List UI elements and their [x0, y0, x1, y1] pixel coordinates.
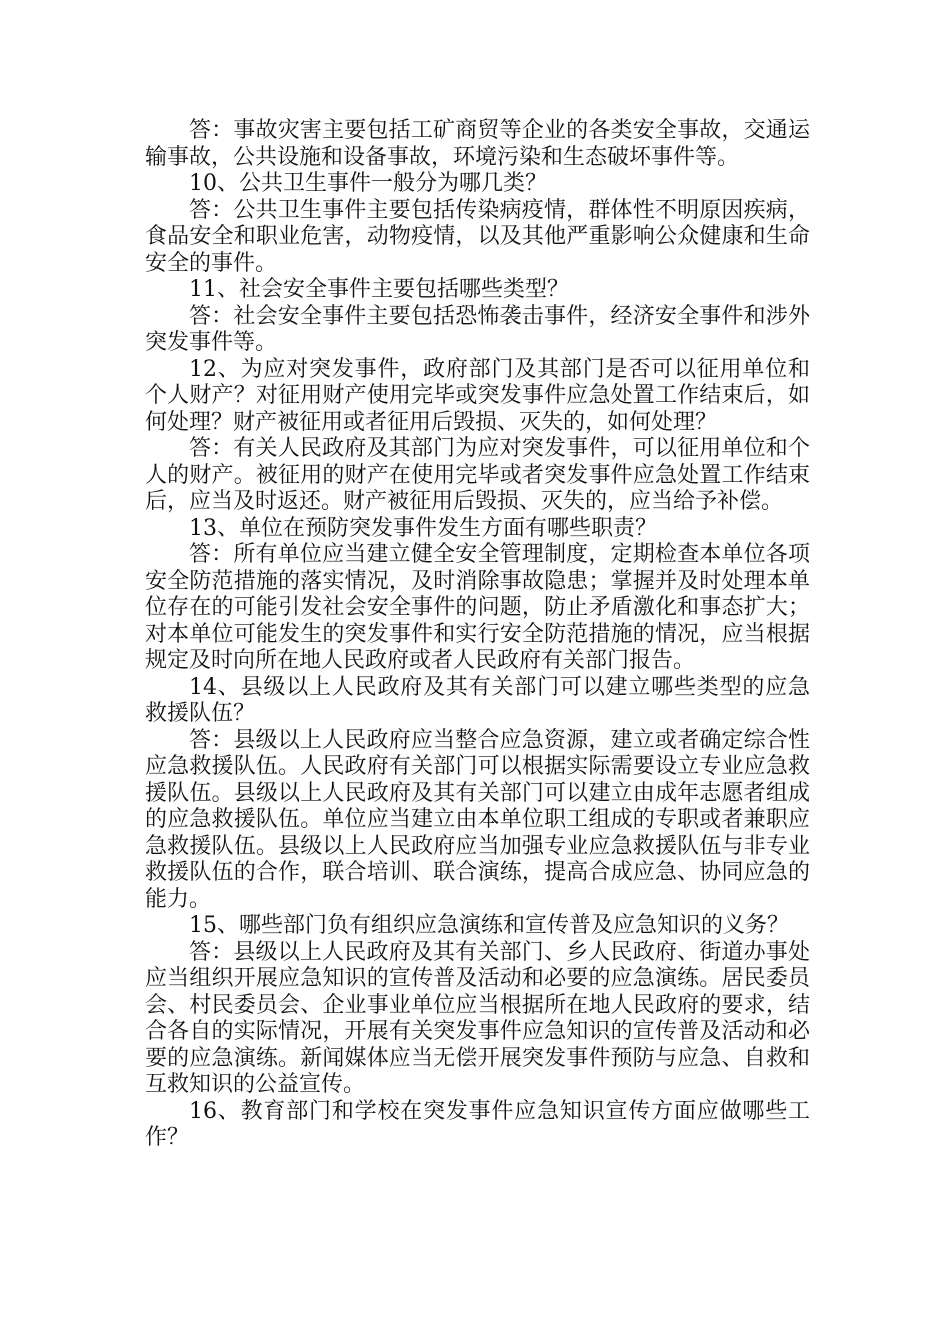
answer-paragraph-12: 答：有关人民政府及其部门为应对突发事件，可以征用单位和个人的财产。被征用的财产在使用完毕或者突发事件应急处置工作结束后，应当及时返还。财产被征用后毁损、灭失的，应当给予补偿。 [145, 436, 810, 514]
question-15: 15、哪些部门负有组织应急演练和宣传普及应急知识的义务？ [189, 913, 789, 938]
question-14: 14、县级以上人民政府及其有关部门可以建立哪些类型的应急救援队伍？ [145, 674, 810, 726]
answer-paragraph-11: 答：社会安全事件主要包括恐怖袭击事件，经济安全事件和涉外突发事件等。 [145, 303, 810, 355]
question-12: 12、为应对突发事件，政府部门及其部门是否可以征用单位和个人财产？对征用财产使用完毕或突发事件应急处置工作结束后，如何处理？财产被征用或者征用后毁损、灭失的，如何处理？ [145, 356, 810, 435]
question-10: 10、公共卫生事件一般分为哪几类？ [189, 171, 547, 196]
answer-paragraph-13: 答：所有单位应当建立健全安全管理制度，定期检查本单位各项安全防范措施的落实情况，及时消除事故隐患；掌握并及时处理本单位存在的可能引发社会安全事件的问题，防止矛盾激化和事态扩大；对本单位可能发生的突发事件和实行安全防范措施的情况，应当根据规定及时向所在地人民政府或者人民政府有关部门报告。 [145, 542, 810, 673]
question-11: 11、社会安全事件主要包括哪些类型？ [189, 277, 569, 302]
answer-paragraph-14: 答：县级以上人民政府应当整合应急资源，建立或者确定综合性应急救援队伍。人民政府有关部门可以根据实际需要设立专业应急救援队伍。县级以上人民政府及其有关部门可以建立由成年志愿者组成的应急救援队伍。单位应当建立由本单位职工组成的专职或者兼职应急救援队伍。县级以上人民政府应当加强专业应急救援队伍与非专业救援队伍的合作，联合培训、联合演练，提高合成应急、协同应急的能力。 [145, 727, 810, 912]
document-body [145, 118, 810, 1152]
question-16: 16、教育部门和学校在突发事件应急知识宣传方面应做哪些工作？ [145, 1098, 810, 1150]
answer-paragraph-15: 答：县级以上人民政府及其有关部门、乡人民政府、街道办事处应当组织开展应急知识的宣传普及活动和必要的应急演练。居民委员会、村民委员会、企业事业单位应当根据所在地人民政府的要求，结合各自的实际情况，开展有关突发事件应急知识的宣传普及活动和必要的应急演练。新闻媒体应当无偿开展突发事件预防与应急、自救和互救知识的公益宣传。 [145, 939, 810, 1097]
question-13: 13、单位在预防突发事件发生方面有哪些职责？ [189, 515, 657, 541]
answer-paragraph-9: 答：事故灾害主要包括工矿商贸等企业的各类安全事故，交通运输事故，公共设施和设备事故，环境污染和生态破坏事件等。 [145, 118, 810, 170]
answer-paragraph-10: 答：公共卫生事件主要包括传染病疫情，群体性不明原因疾病，食品安全和职业危害，动物疫情，以及其他严重影响公众健康和生命安全的事件。 [145, 197, 810, 276]
